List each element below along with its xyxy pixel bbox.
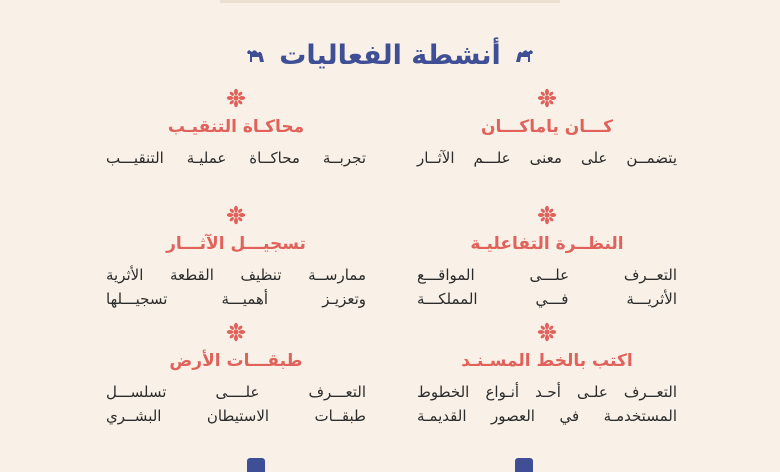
flower-icon	[537, 322, 557, 342]
activity-description	[417, 263, 677, 311]
activity-card	[106, 322, 366, 439]
flower-icon	[537, 88, 557, 108]
activity-description	[417, 146, 677, 170]
activity-description	[417, 380, 677, 428]
description-line: التعــرف علـــى المواقـــع	[417, 266, 677, 284]
activity-title: اكتب بالخط المسـنـد	[461, 351, 633, 371]
description-line: التعـــرف علــــى تسلســـل	[106, 383, 366, 401]
activity-card	[417, 322, 677, 439]
activity-title: محاكـاة التنقيـب	[167, 117, 305, 137]
flower-icon	[226, 205, 246, 225]
activities-heading	[0, 40, 780, 71]
flower-icon	[226, 322, 246, 342]
activity-title: تسجيـــل الآثـــار	[166, 234, 306, 254]
top-divider	[220, 0, 560, 3]
activity-card	[106, 205, 366, 322]
activity-title: النظــرة التفاعليـة	[470, 234, 624, 254]
description-line: طبقــات الاستيطان البشــري	[106, 407, 366, 425]
camel-icon	[243, 44, 267, 68]
description-line: المستخدمـة في العصور القديمـة	[417, 407, 677, 425]
flower-icon	[226, 88, 246, 108]
description-line: الأثريـــة فـــي المملكـــة	[417, 290, 677, 308]
activity-title: طبقـــات الأرض	[169, 351, 303, 371]
description-line: التعــرف علـى أحـد أنـواع الخطوط	[417, 383, 677, 401]
description-line: وتعزيـز أهميـــة تسجيـــلها	[106, 290, 366, 308]
activity-description	[106, 263, 366, 311]
description-line: ممارســة تنظيف القطعة الأثرية	[106, 266, 366, 284]
camel-icon	[513, 44, 537, 68]
activity-card	[417, 88, 677, 205]
flower-icon	[537, 205, 557, 225]
description-line: يتضمــن على معنى علـــم الآثــار	[417, 149, 677, 167]
activities-column-right	[417, 88, 677, 439]
activity-description	[106, 146, 366, 170]
page-title: أنشطة الفعاليات	[279, 40, 501, 71]
activities-column-left	[106, 88, 366, 439]
activity-card	[106, 88, 366, 205]
activity-card	[417, 205, 677, 322]
activity-title: كـــان ياماكـــان	[480, 117, 613, 137]
activity-description	[106, 380, 366, 428]
description-line: تجربــة محاكــاة عمليـة التنقيـــب	[106, 149, 366, 167]
